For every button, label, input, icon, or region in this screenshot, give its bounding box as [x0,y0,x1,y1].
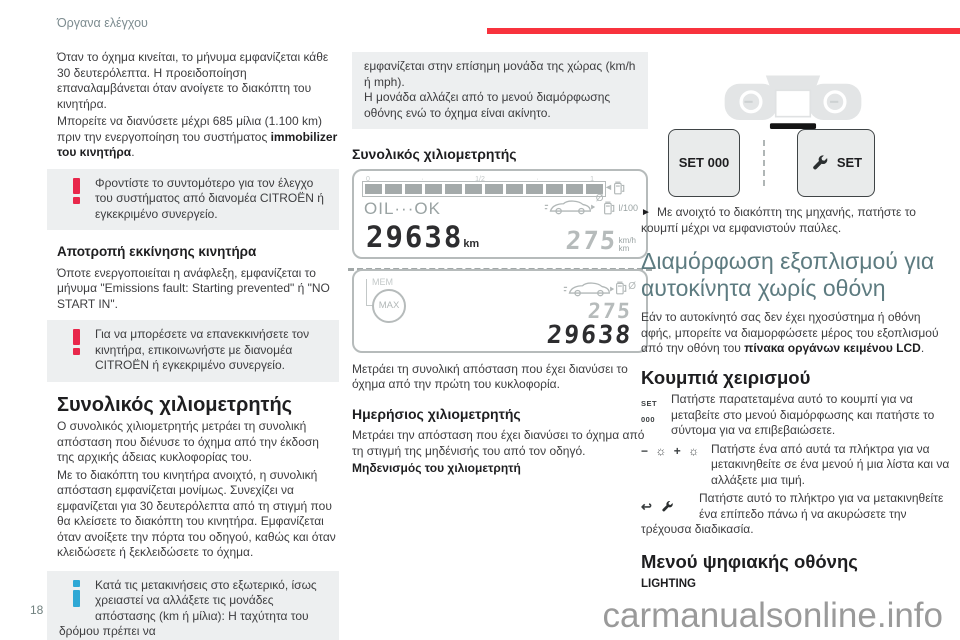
zero-consumption-symbol: Ø [628,280,636,292]
info-text: εμφανίζεται στην επίσημη μονάδα της χώρας (km/h ή mph). [364,59,636,89]
trip-odometer-value: 29638 [545,319,634,349]
sun-icon: ☼ [688,443,702,458]
paragraph: Εάν το αυτοκίνητό σας δεν έχει ηχοσύστημα ή οθόνη αφής, μπορείτε να διαμορφώσετε μέρος του εξοπλισμού από την οθόνη του πίνακα οργάνων κειμένου LCD. [641,310,939,355]
plus-icon: + [673,443,683,458]
back-wrench-buttons-icons [641,491,699,522]
warning-text: Για να μπορέσετε να επανεκκινήσετε τον κινητήρα, επικοινωνήστε με διανομέα CITROËN ή εγκεκριμένο συνεργείο. [95,327,310,372]
paragraph: Μετράει τη συνολική απόσταση που έχει διανύσει το όχημα από την πρώτη του κυκλοφορία. [352,361,628,391]
fuel-gauge-bar [362,181,606,197]
accent-red-bar [487,28,960,34]
subheading: Ημερήσιος χιλιομετρητής [352,405,521,422]
minus-icon: − [641,443,651,458]
watermark: carmanualsonline.info [602,596,943,635]
set-000-button-icon: SET 000 [641,399,658,424]
odometer-value: 29638km [366,220,480,254]
fuel-scale: 0 · 1/2 · 1 [366,175,594,183]
chapter-header: Όργανα ελέγχου [57,16,148,30]
consumption-indicator [563,279,636,299]
warning-exclamation-icon [67,329,87,361]
subheading: Συνολικός χιλιομετρητής [352,146,517,162]
warning-box [47,320,339,382]
speed-value: 275 km/h km [564,225,636,255]
info-box [47,571,339,640]
bold-term: πίνακα οργάνων κειμένου LCD [744,341,921,355]
warning-exclamation-icon [67,178,87,210]
paragraph: Όποτε ενεργοποιείται η ανάφλεξη, εμφανίζεται το μήνυμα "Emissions fault: Starting prevented" ή "NO START IN". [57,265,330,311]
paragraph: Ο συνολικός χιλιομετρητής μετράει τη συνολική απόσταση που διένυσε το όχημα από την έκδοση της αρχικής άδειας κυκλοφορίας του. [57,419,319,464]
step-arrow-icon: ► [641,207,651,218]
instrument-cluster-illustration [641,60,950,205]
paragraph: Μετράει την απόσταση που έχει διανύσει το όχημα από τη στιγμή της μηδένισής του από τον οδηγό. [352,428,645,458]
oil-status-text: OIL···OK [364,198,441,218]
page-number: 18 [30,603,44,617]
instrument-cluster-icon [723,70,863,132]
trip-speed-value: 275 [587,298,634,323]
wrench-icon [810,154,829,173]
instruction-step: ► Με ανοιχτό το διακόπτη της μηχανής, πατήστε το κουμπί μέχρι να εμφανιστούν παύλες. [641,205,916,235]
fuel-pump-icon [615,279,628,297]
car-icon [563,279,615,299]
bold-subheading: Μηδενισμός του χιλιομετρητή [352,461,521,475]
chapter-section-heading: Διαμόρφωση εξοπλισμού για αυτοκίνητα χωρίς οθόνη [641,248,935,301]
control-item [641,442,950,489]
control-item [641,392,950,439]
column-3-text [641,205,950,593]
column-1 [47,50,339,640]
sun-icon: ☼ [655,443,669,458]
fuel-arrow-icon: ◄ [604,181,613,192]
warning-box [47,169,339,231]
back-arrow-icon: ↩ [641,499,652,515]
info-icon [67,580,87,612]
dashed-divider-vertical [763,140,765,186]
paragraph: Όταν το όχημα κινείται, το μήνυμα εμφανίζεται κάθε 30 δευτερόλεπτα. Η προειδοποίηση επαναλαμβάνεται όταν ανοίγετε το διακόπτη του κινητήρα. [57,50,329,111]
brightness-buttons-icons [641,442,711,474]
control-item [641,491,950,538]
control-description: Πατήστε αυτό το πλήκτρο για να μετακινηθείτε ένα επίπεδο πάνω ή να ακυρώσετε την τρέχουσα διαδικασία. [641,491,944,536]
fuel-pump-marker [604,179,626,197]
menu-item-label: LIGHTING [641,578,696,590]
consumption-unit: l/100 [618,203,638,213]
set-000-button: SET 000 [668,129,740,197]
info-text: Η μονάδα αλλάζει από το μενού διαμόρφωσης οθόνης ενώ το όχημα είναι ακίνητο. [364,90,611,120]
control-description: Πατήστε παρατεταμένα αυτό το κουμπί για να μεταβείτε στο μενού διαμόρφωσης και πατήστε το σύντομα για να επιβεβαιώσετε. [671,392,935,437]
mem-label: MEM [372,276,393,287]
paragraph: Με το διακόπτη του κινητήρα ανοιχτό, η συνολική απόσταση εμφανίζεται μονίμως. Συνεχίζει να εμφανίζεται για 30 δευτερόλεπτα από τη στιγμή που θα κλείσετε το διακόπτη του κινητήρα. Εμφανίζεται όταν ανοίξετε την πόρτα του οδηγού, καθώς και όταν κλειδώσετε ή ξεκλειδώσετε το όχημα. [57,467,336,559]
section-heading: Μενού ψηφιακής οθόνης [641,550,858,572]
section-heading: Κουμπιά χειρισμού [641,366,811,388]
bold-term: immobilizer του κινητήρα [57,129,338,159]
max-indicator: MAX [372,289,406,323]
section-heading: Συνολικός χιλιομετρητής [57,393,293,416]
zero-consumption-symbol: Ø [595,193,604,204]
consumption-indicator [544,193,638,217]
paragraph: Μπορείτε να διανύσετε μέχρι 685 μίλια (1.100 km) πριν την ενεργοποίηση του συστήματος immobilizer του κινητήρα. [57,114,338,159]
wrench-icon [660,500,674,514]
info-box-continuation [352,52,648,129]
fuel-pump-icon [613,179,626,197]
warning-text: Φροντίστε το συντομότερο για τον έλεγχο του συστήματος από διανομέα CITROËN ή εγκεκριμένο συνεργείο. [95,175,324,221]
car-icon [544,197,596,217]
set-wrench-button: SET [797,129,875,197]
subheading: Αποτροπή εκκίνησης κινητήρα [57,244,257,259]
info-text: Κατά τις μετακινήσεις στο εξωτερικό, ίσως χρειαστεί να αλλάξετε τις μονάδες απόστασης (km ή μίλια): Η ταχύτητα του δρόμου πρέπει να [59,577,317,638]
lcd-display-trip-odometer [352,269,648,353]
lcd-display-total-odometer [352,169,648,259]
fuel-pump-icon [603,199,616,217]
control-description: Πατήστε ένα από αυτά τα πλήκτρα για να μετακινηθείτε σε ένα μενού ή μια λίστα και να αλλάξετε μια τιμή. [711,441,950,487]
